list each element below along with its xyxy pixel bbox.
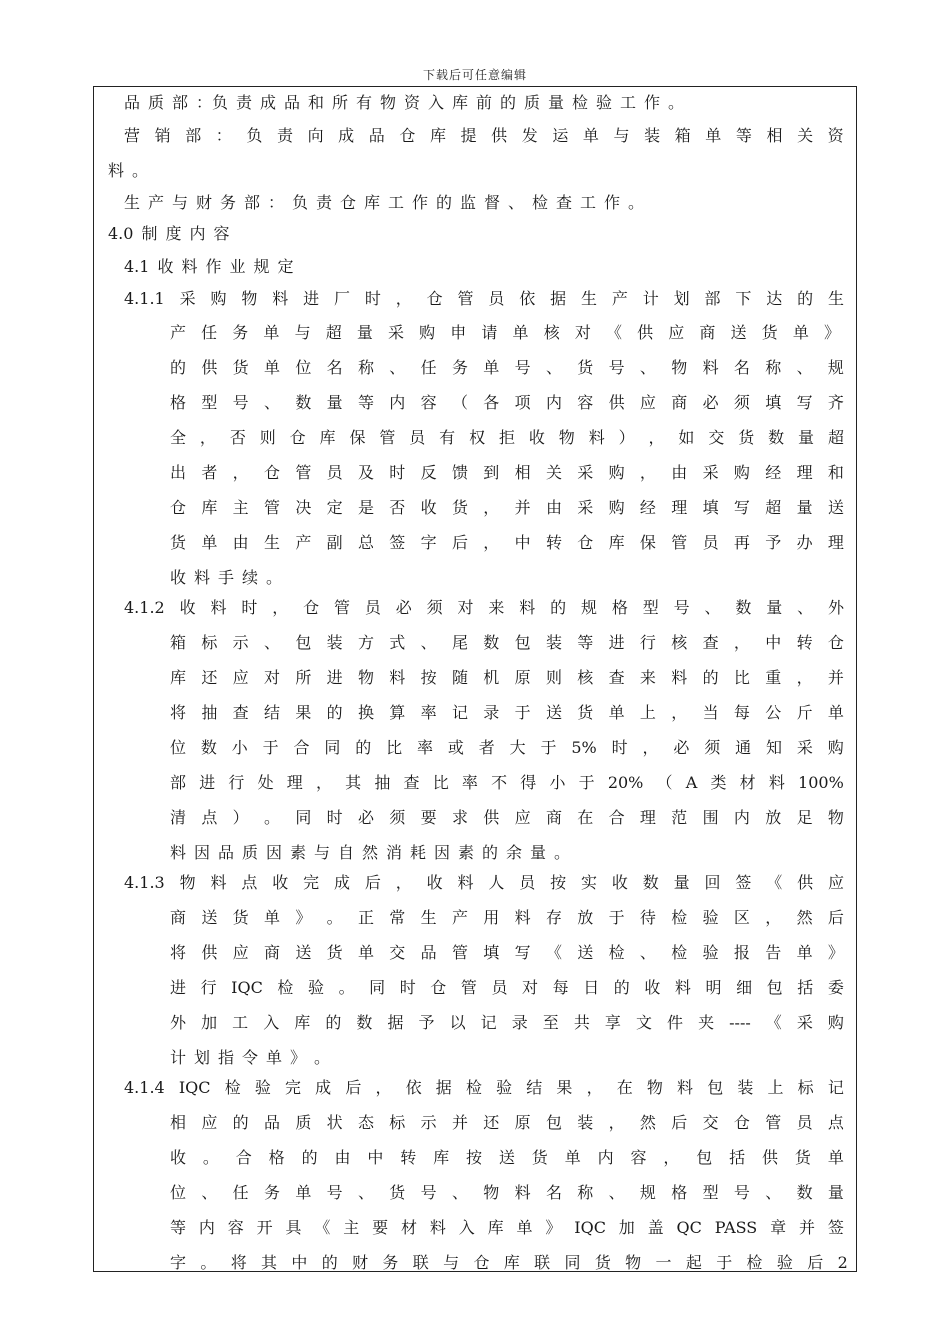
- text-line: 的 供 货 单 位 名 称 、 任 务 单 号 、 货 号 、 物 料 名 称 、 规: [170, 358, 844, 377]
- page-header: 下载后可任意编辑: [422, 68, 527, 82]
- text-line: 位 、 任 务 单 号 、 货 号 、 物 料 名 称 、 规 格 型 号 、 数 量: [170, 1183, 844, 1202]
- text-line: 4.1.2 收 料 时 ， 仓 管 员 必 须 对 来 料 的 规 格 型 号 、 数 量 、 外: [124, 598, 844, 617]
- text-line: 格 型 号 、 数 量 等 内 容 （ 各 项 内 容 供 应 商 必 须 填 写 齐: [170, 393, 844, 412]
- text-line: 商 送 货 单 》 。 正 常 生 产 用 料 存 放 于 待 检 验 区 ， 然 后: [170, 908, 844, 927]
- text-line: 仓 库 主 管 决 定 是 否 收 货 ， 并 由 采 购 经 理 填 写 超 量 送: [170, 498, 844, 517]
- text-line: 料 因 品 质 因 素 与 自 然 消 耗 因 素 的 余 量 。: [170, 843, 571, 862]
- text-line: 4.1.1 采 购 物 料 进 厂 时 ， 仓 管 员 依 据 生 产 计 划 部 下 达 的 生: [124, 289, 844, 308]
- text-line: 4.1.4 IQC 检 验 完 成 后 ， 依 据 检 验 结 果 ， 在 物 料 包 装 上 标 记: [124, 1078, 844, 1097]
- text-line: 4.0 制 度 内 容: [108, 224, 230, 243]
- text-line: 相 应 的 品 质 状 态 标 示 并 还 原 包 装 ， 然 后 交 仓 管 员 点: [170, 1113, 844, 1132]
- text-line: 生 产 与 财 务 部 ： 负 责 仓 库 工 作 的 监 督 、 检 查 工 作 。: [124, 193, 645, 212]
- text-line: 等 内 容 开 具 《 主 要 材 料 入 库 单 》 IQC 加 盖 QC PASS 章 并 签: [170, 1218, 844, 1237]
- text-line: 产 任 务 单 与 超 量 采 购 申 请 单 核 对 《 供 应 商 送 货 单 》: [170, 323, 840, 342]
- text-line: 料 。: [108, 161, 149, 180]
- text-line: 营 销 部 ： 负 责 向 成 品 仓 库 提 供 发 运 单 与 装 箱 单 等 相 关 资: [124, 126, 844, 145]
- text-line: 出 者 ， 仓 管 员 及 时 反 馈 到 相 关 采 购 ， 由 采 购 经 理 和: [170, 463, 844, 482]
- text-line: 4.1.3 物 料 点 收 完 成 后 ， 收 料 人 员 按 实 收 数 量 回 签 《 供 应: [124, 873, 844, 892]
- text-line: 进 行 IQC 检 验 。 同 时 仓 管 员 对 每 日 的 收 料 明 细 包 括 委: [170, 978, 844, 997]
- text-line: 将 抽 查 结 果 的 换 算 率 记 录 于 送 货 单 上 ， 当 每 公 斤 单: [170, 703, 844, 722]
- text-line: 4.1 收 料 作 业 规 定: [124, 257, 294, 276]
- text-line: 位 数 小 于 合 同 的 比 率 或 者 大 于 5% 时 ， 必 须 通 知 采 购: [170, 738, 844, 757]
- text-line: 库 还 应 对 所 进 物 料 按 随 机 原 则 核 查 来 料 的 比 重 ， 并: [170, 668, 844, 687]
- text-line: 收 。 合 格 的 由 中 转 库 按 送 货 单 内 容 ， 包 括 供 货 单: [170, 1148, 844, 1167]
- text-line: 货 单 由 生 产 副 总 签 字 后 ， 中 转 仓 库 保 管 员 再 予 办 理: [170, 533, 844, 552]
- text-line: 外 加 工 入 库 的 数 据 予 以 记 录 至 共 享 文 件 夹 ---- 《 采 购: [170, 1013, 844, 1032]
- text-line: 箱 标 示 、 包 装 方 式 、 尾 数 包 装 等 进 行 核 查 ， 中 转 仓: [170, 633, 844, 652]
- text-line: 计 划 指 令 单 》 。: [170, 1048, 331, 1067]
- text-line: 收 料 手 续 。: [170, 568, 283, 587]
- text-line: 全 ， 否 则 仓 库 保 管 员 有 权 拒 收 物 料 ） ， 如 交 货 数 量 超: [170, 428, 844, 447]
- text-line: 将 供 应 商 送 货 单 交 品 管 填 写 《 送 检 、 检 验 报 告 单 》: [170, 943, 844, 962]
- text-line: 部 进 行 处 理 ， 其 抽 查 比 率 不 得 小 于 20% （ A 类 材 料 100%: [170, 773, 844, 792]
- text-line: 清 点 ） 。 同 时 必 须 要 求 供 应 商 在 合 理 范 围 内 放 足 物: [170, 808, 844, 827]
- text-line: 字 。 将 其 中 的 财 务 联 与 仓 库 联 同 货 物 一 起 于 检 验 后 2: [170, 1253, 848, 1272]
- text-line: 品 质 部 ：负 责 成 品 和 所 有 物 资 入 库 前 的 质 量 检 验 工 作 。: [124, 93, 685, 112]
